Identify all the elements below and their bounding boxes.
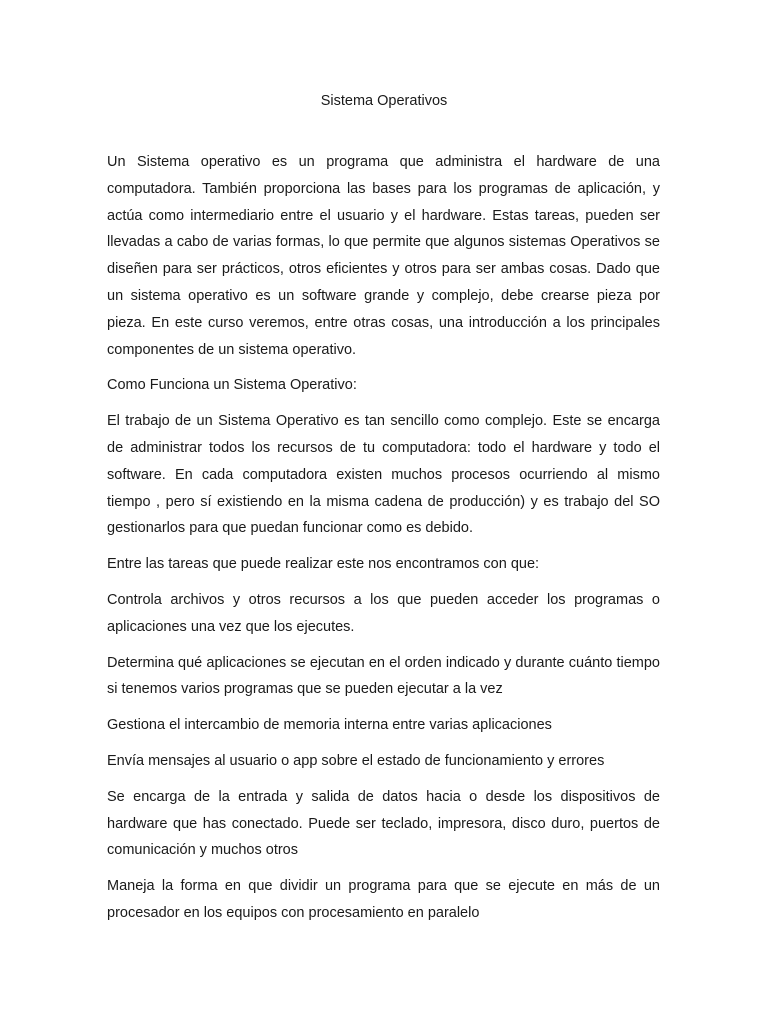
task-paragraph: Envía mensajes al usuario o app sobre el estado de funcionamiento y errores [107,752,605,769]
tasks-intro-paragraph: Entre las tareas que puede realizar este nos encontramos con que: [107,556,540,573]
task-paragraph: Gestiona el intercambio de memoria interna entre varias aplicaciones [107,717,552,734]
task-paragraph: Controla archivos y otros recursos a los que pueden acceder los programas o aplicaciones una vez que los ejecutes. [107,591,660,635]
task-paragraph: Maneja la forma en que dividir un programa para que se ejecute en más de un procesador en los equipos con procesamiento en paralelo [107,878,660,921]
section-heading: Como Funciona un Sistema Operativo: [107,377,357,394]
document-body [107,149,660,936]
explanation-paragraph: El trabajo de un Sistema Operativo es tan sencillo como complejo. Este se encarga de administrar todos los recursos de tu computadora: todo el hardware y todo el software. En cada computadora existen muchos procesos ocurriendo al mismo tiempo , pero sí existiendo en la misma cadena de producción) y es trabajo del SO gestionarlos para que puedan funcionar como es debido. [107,413,660,537]
intro-paragraph: Un Sistema operativo es un programa que administra el hardware de una computadora. También proporciona las bases para los programas de aplicación, y actúa como intermediario entre el usuario y el hardware. Estas tareas, pueden ser llevadas a cabo de varias formas, lo que permite que algunos sistemas Operativos se diseñen para ser prácticos, otros eficientes y otros para ser ambas cosas. Dado que un sistema operativo es un software grande y complejo, debe crearse pieza por pieza. En este curso veremos, entre otras cosas, una introducción a los principales componentes de un sistema operativo. [107,154,660,358]
document-title: Sistema Operativos [320,93,448,109]
task-paragraph: Determina qué aplicaciones se ejecutan en el orden indicado y durante cuánto tiempo si tenemos varios programas que se pueden ejecutar a la vez [107,654,660,698]
task-paragraph: Se encarga de la entrada y salida de datos hacia o desde los dispositivos de hardware que has conectado. Puede ser teclado, impresora, disco duro, puertos de comunicación y muchos otros [107,788,660,859]
